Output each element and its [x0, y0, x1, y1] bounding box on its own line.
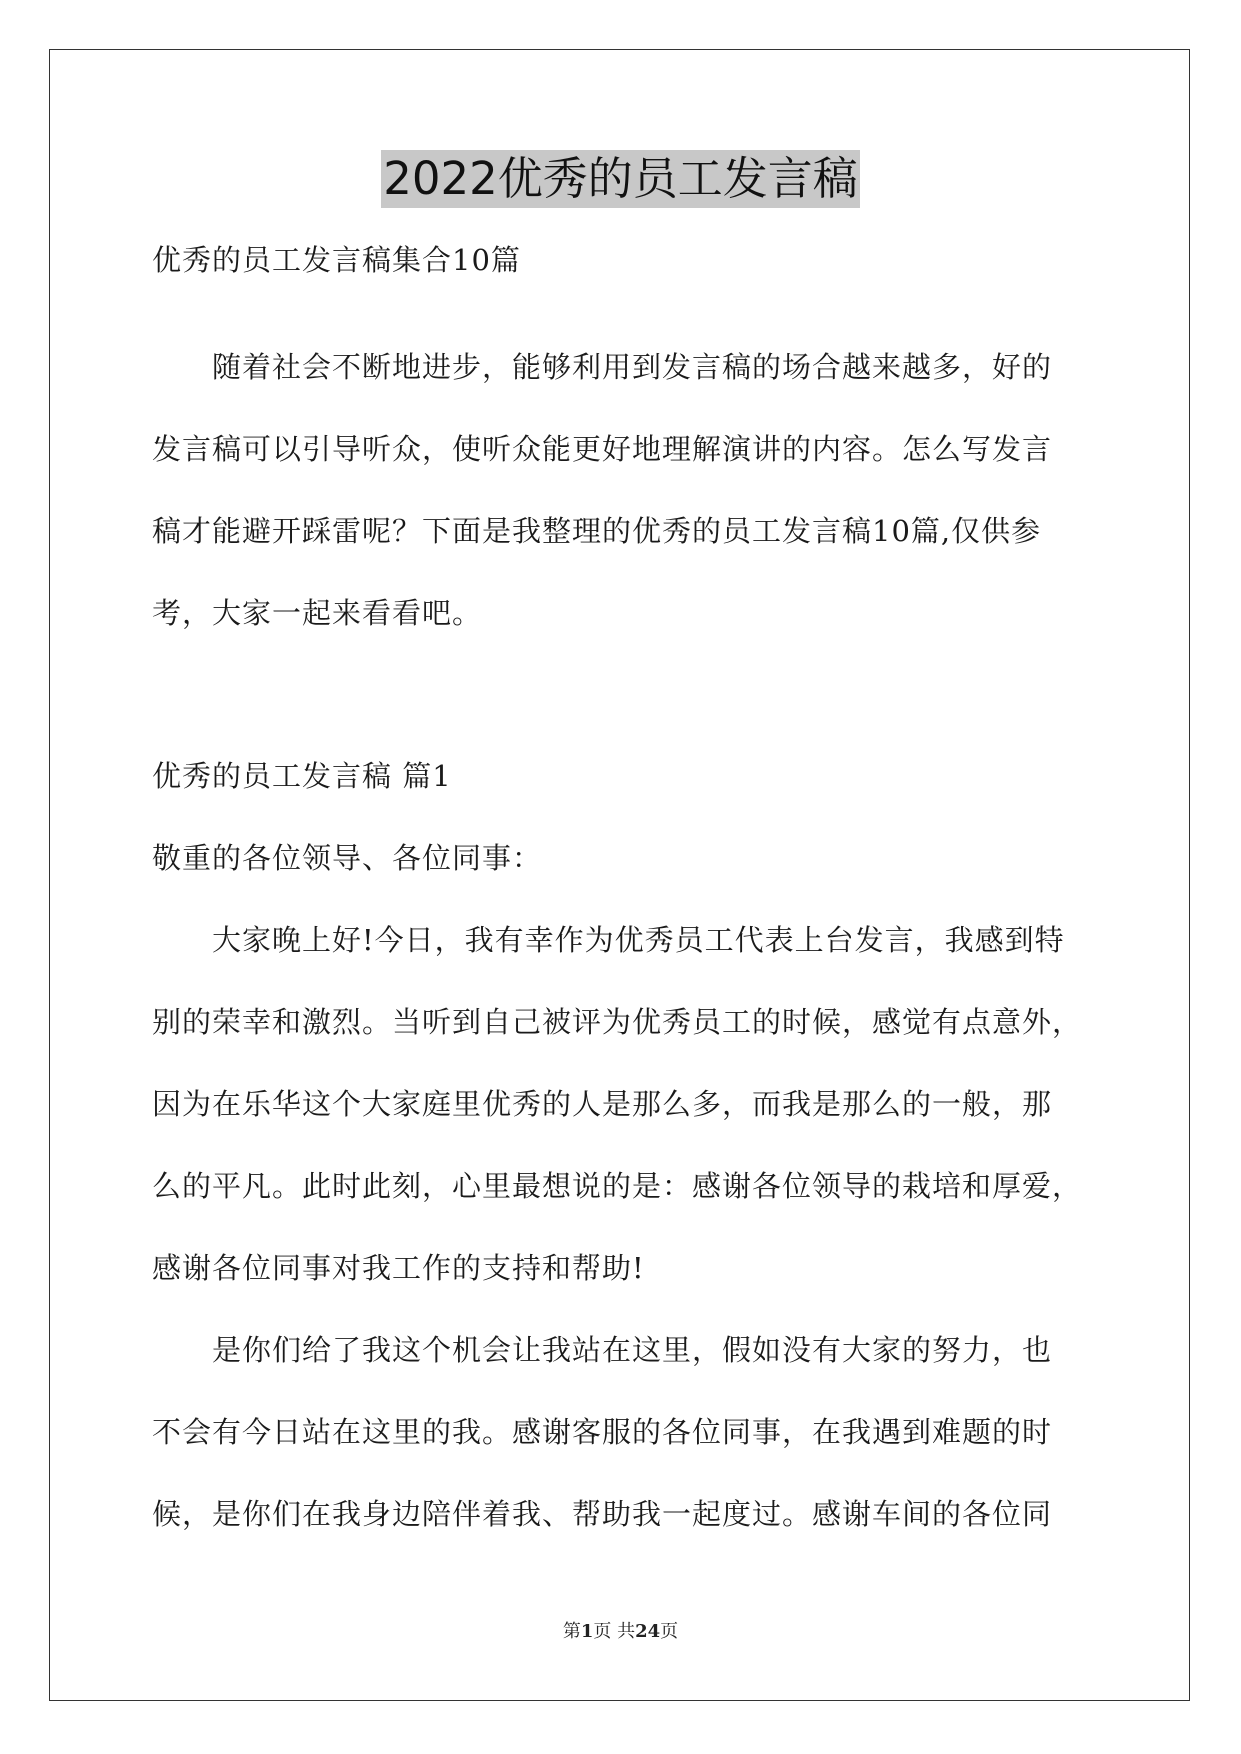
page-footer — [0, 1620, 1241, 1644]
subtitle-line: 优秀的员工发言稿集合10篇 — [152, 243, 521, 277]
page-total: 24 — [635, 1621, 661, 1642]
title-wrap — [0, 150, 1241, 208]
paragraph-line: 发言稿可以引导听众，使听众能更好地理解演讲的内容。怎么写发言 — [152, 432, 1053, 466]
paragraph-line: 么的平凡。此时此刻，心里最想说的是：感谢各位领导的栽培和厚爱， — [152, 1169, 1083, 1203]
paragraph-line: 别的荣幸和激烈。当听到自己被评为优秀员工的时候，感觉有点意外， — [152, 1005, 1083, 1039]
paragraph-line: 不会有今日站在这里的我。感谢客服的各位同事，在我遇到难题的时 — [152, 1415, 1053, 1449]
page-mid: 页 共 — [593, 1621, 636, 1642]
section-heading: 优秀的员工发言稿 篇1 — [152, 759, 452, 793]
paragraph-line: 考，大家一起来看看吧。 — [152, 596, 483, 630]
page-current: 1 — [580, 1621, 594, 1642]
paragraph-line: 因为在乐华这个大家庭里优秀的人是那么多，而我是那么的一般，那 — [152, 1087, 1053, 1121]
paragraph-line: 大家晚上好!今日，我有幸作为优秀员工代表上台发言，我感到特 — [212, 923, 1065, 957]
salutation-line: 敬重的各位领导、各位同事： — [152, 841, 543, 875]
paragraph-line: 候，是你们在我身边陪伴着我、帮助我一起度过。感谢车间的各位同 — [152, 1497, 1053, 1531]
paragraph-line: 是你们给了我这个机会让我站在这里，假如没有大家的努力，也 — [212, 1333, 1053, 1367]
paragraph-line: 感谢各位同事对我工作的支持和帮助! — [152, 1251, 645, 1285]
page-prefix: 第 — [562, 1621, 581, 1642]
document-title: 2022优秀的员工发言稿 — [381, 150, 860, 208]
page-suffix: 页 — [660, 1621, 679, 1642]
paragraph-line: 稿才能避开踩雷呢？下面是我整理的优秀的员工发言稿10篇,仅供参 — [152, 514, 1042, 548]
paragraph-line: 随着社会不断地进步，能够利用到发言稿的场合越来越多，好的 — [212, 350, 1053, 384]
